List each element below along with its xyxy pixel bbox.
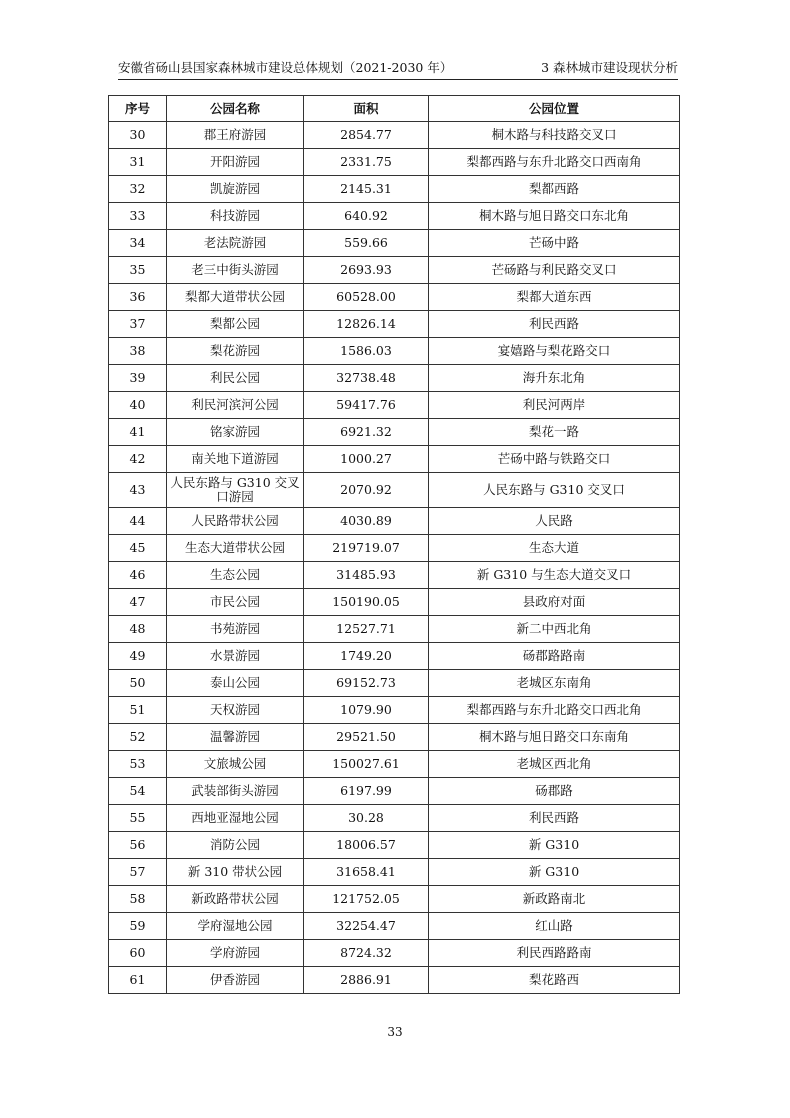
table-row — [109, 805, 680, 832]
cell-number: 41 — [109, 419, 167, 446]
cell-park-name: 郡王府游园 — [167, 122, 304, 149]
cell-area: 1586.03 — [304, 338, 429, 365]
cell-park-name: 水景游园 — [167, 643, 304, 670]
cell-area: 29521.50 — [304, 724, 429, 751]
cell-number: 40 — [109, 392, 167, 419]
table-header-row — [109, 96, 680, 122]
cell-area: 150190.05 — [304, 589, 429, 616]
cell-park-name: 温馨游园 — [167, 724, 304, 751]
column-header-park-name: 公园名称 — [167, 96, 304, 122]
cell-number: 31 — [109, 149, 167, 176]
cell-park-name: 科技游园 — [167, 203, 304, 230]
cell-area: 1079.90 — [304, 697, 429, 724]
cell-park-name: 文旅城公园 — [167, 751, 304, 778]
cell-park-name: 南关地下道游园 — [167, 446, 304, 473]
cell-park-name: 市民公园 — [167, 589, 304, 616]
cell-location: 砀郡路路南 — [429, 643, 680, 670]
cell-number: 60 — [109, 940, 167, 967]
cell-number: 58 — [109, 886, 167, 913]
cell-area: 1749.20 — [304, 643, 429, 670]
cell-location: 新 G310 与生态大道交叉口 — [429, 562, 680, 589]
table-row — [109, 670, 680, 697]
cell-park-name: 铭家游园 — [167, 419, 304, 446]
cell-location: 芒砀中路与铁路交口 — [429, 446, 680, 473]
cell-area: 59417.76 — [304, 392, 429, 419]
table-row — [109, 832, 680, 859]
cell-park-name: 梨都大道带状公园 — [167, 284, 304, 311]
cell-location: 县政府对面 — [429, 589, 680, 616]
cell-park-name: 开阳游园 — [167, 149, 304, 176]
table-row — [109, 122, 680, 149]
cell-park-name: 学府游园 — [167, 940, 304, 967]
cell-number: 39 — [109, 365, 167, 392]
cell-location: 桐木路与旭日路交口东南角 — [429, 724, 680, 751]
cell-number: 45 — [109, 535, 167, 562]
table-row — [109, 419, 680, 446]
cell-park-name: 天权游园 — [167, 697, 304, 724]
table-row — [109, 616, 680, 643]
cell-location: 利民西路 — [429, 805, 680, 832]
cell-location: 新 G310 — [429, 859, 680, 886]
cell-location: 砀郡路 — [429, 778, 680, 805]
cell-location: 梨都大道东西 — [429, 284, 680, 311]
cell-area: 18006.57 — [304, 832, 429, 859]
column-header-area: 面积 — [304, 96, 429, 122]
cell-area: 219719.07 — [304, 535, 429, 562]
cell-park-name: 学府湿地公园 — [167, 913, 304, 940]
table-row — [109, 886, 680, 913]
cell-number: 48 — [109, 616, 167, 643]
table-row — [109, 473, 680, 508]
cell-park-name: 梨都公园 — [167, 311, 304, 338]
cell-location: 老城区东南角 — [429, 670, 680, 697]
table-row — [109, 446, 680, 473]
cell-location: 生态大道 — [429, 535, 680, 562]
cell-location: 人民东路与 G310 交叉口 — [429, 473, 680, 508]
cell-park-name: 泰山公园 — [167, 670, 304, 697]
cell-area: 2070.92 — [304, 473, 429, 508]
cell-area: 31485.93 — [304, 562, 429, 589]
cell-park-name: 生态公园 — [167, 562, 304, 589]
cell-park-name: 老三中街头游园 — [167, 257, 304, 284]
table-row — [109, 967, 680, 994]
cell-number: 51 — [109, 697, 167, 724]
cell-location: 利民西路 — [429, 311, 680, 338]
cell-location: 宴嬉路与梨花路交口 — [429, 338, 680, 365]
table-row — [109, 392, 680, 419]
cell-location: 新 G310 — [429, 832, 680, 859]
cell-location: 梨都西路 — [429, 176, 680, 203]
table-row — [109, 149, 680, 176]
cell-park-name: 生态大道带状公园 — [167, 535, 304, 562]
cell-area: 640.92 — [304, 203, 429, 230]
column-header-number: 序号 — [109, 96, 167, 122]
cell-number: 38 — [109, 338, 167, 365]
table-row — [109, 284, 680, 311]
cell-location: 利民河两岸 — [429, 392, 680, 419]
cell-number: 43 — [109, 473, 167, 508]
cell-park-name: 利民公园 — [167, 365, 304, 392]
cell-park-name: 消防公园 — [167, 832, 304, 859]
cell-park-name: 武装部街头游园 — [167, 778, 304, 805]
table-row — [109, 365, 680, 392]
cell-number: 34 — [109, 230, 167, 257]
cell-area: 30.28 — [304, 805, 429, 832]
cell-number: 57 — [109, 859, 167, 886]
table-row — [109, 643, 680, 670]
cell-number: 30 — [109, 122, 167, 149]
cell-area: 2854.77 — [304, 122, 429, 149]
cell-park-name: 梨花游园 — [167, 338, 304, 365]
cell-location: 芒砀中路 — [429, 230, 680, 257]
cell-area: 60528.00 — [304, 284, 429, 311]
cell-number: 55 — [109, 805, 167, 832]
table-row — [109, 697, 680, 724]
cell-location: 人民路 — [429, 508, 680, 535]
cell-area: 150027.61 — [304, 751, 429, 778]
cell-number: 61 — [109, 967, 167, 994]
cell-number: 35 — [109, 257, 167, 284]
table-row — [109, 940, 680, 967]
cell-number: 54 — [109, 778, 167, 805]
cell-area: 6921.32 — [304, 419, 429, 446]
cell-park-name: 老法院游园 — [167, 230, 304, 257]
cell-park-name: 利民河滨河公园 — [167, 392, 304, 419]
cell-location: 新二中西北角 — [429, 616, 680, 643]
table-row — [109, 859, 680, 886]
cell-area: 12527.71 — [304, 616, 429, 643]
page-header — [118, 56, 678, 80]
cell-number: 50 — [109, 670, 167, 697]
table-row — [109, 778, 680, 805]
cell-location: 梨花一路 — [429, 419, 680, 446]
cell-location: 梨花路西 — [429, 967, 680, 994]
table-row — [109, 311, 680, 338]
cell-number: 46 — [109, 562, 167, 589]
parks-table — [108, 95, 680, 994]
cell-park-name: 伊香游园 — [167, 967, 304, 994]
cell-location: 桐木路与科技路交叉口 — [429, 122, 680, 149]
cell-location: 老城区西北角 — [429, 751, 680, 778]
cell-area: 1000.27 — [304, 446, 429, 473]
table-body — [109, 122, 680, 994]
cell-area: 2693.93 — [304, 257, 429, 284]
page-number: 33 — [387, 1025, 403, 1039]
cell-area: 12826.14 — [304, 311, 429, 338]
cell-number: 53 — [109, 751, 167, 778]
table-row — [109, 257, 680, 284]
cell-number: 56 — [109, 832, 167, 859]
cell-location: 利民西路路南 — [429, 940, 680, 967]
cell-park-name: 新政路带状公园 — [167, 886, 304, 913]
cell-area: 4030.89 — [304, 508, 429, 535]
cell-location: 红山路 — [429, 913, 680, 940]
cell-area: 559.66 — [304, 230, 429, 257]
table-row — [109, 589, 680, 616]
cell-number: 37 — [109, 311, 167, 338]
table-row — [109, 338, 680, 365]
header-chapter-title: 3 森林城市建设现状分析 — [541, 60, 678, 75]
column-header-location: 公园位置 — [429, 96, 680, 122]
table-row — [109, 913, 680, 940]
table-row — [109, 203, 680, 230]
cell-number: 52 — [109, 724, 167, 751]
cell-area: 32254.47 — [304, 913, 429, 940]
cell-area: 6197.99 — [304, 778, 429, 805]
cell-area: 2331.75 — [304, 149, 429, 176]
table-row — [109, 508, 680, 535]
cell-park-name: 人民路带状公园 — [167, 508, 304, 535]
cell-area: 32738.48 — [304, 365, 429, 392]
cell-location: 新政路南北 — [429, 886, 680, 913]
cell-number: 49 — [109, 643, 167, 670]
cell-park-name: 人民东路与 G310 交叉口游园 — [167, 473, 304, 508]
cell-location: 桐木路与旭日路交口东北角 — [429, 203, 680, 230]
cell-park-name: 书苑游园 — [167, 616, 304, 643]
cell-area: 31658.41 — [304, 859, 429, 886]
cell-number: 42 — [109, 446, 167, 473]
header-document-title: 安徽省砀山县国家森林城市建设总体规划（2021-2030 年） — [118, 60, 453, 75]
cell-number: 33 — [109, 203, 167, 230]
cell-number: 59 — [109, 913, 167, 940]
cell-location: 梨都西路与东升北路交口西北角 — [429, 697, 680, 724]
cell-location: 梨都西路与东升北路交口西南角 — [429, 149, 680, 176]
cell-park-name: 新 310 带状公园 — [167, 859, 304, 886]
cell-area: 2145.31 — [304, 176, 429, 203]
cell-location: 海升东北角 — [429, 365, 680, 392]
table-row — [109, 230, 680, 257]
cell-area: 69152.73 — [304, 670, 429, 697]
cell-number: 36 — [109, 284, 167, 311]
table-row — [109, 562, 680, 589]
cell-park-name: 凯旋游园 — [167, 176, 304, 203]
cell-number: 32 — [109, 176, 167, 203]
cell-number: 47 — [109, 589, 167, 616]
table-header — [109, 96, 680, 122]
cell-area: 8724.32 — [304, 940, 429, 967]
cell-number: 44 — [109, 508, 167, 535]
cell-park-name: 西地亚湿地公园 — [167, 805, 304, 832]
cell-area: 2886.91 — [304, 967, 429, 994]
cell-area: 121752.05 — [304, 886, 429, 913]
table-row — [109, 724, 680, 751]
table-row — [109, 176, 680, 203]
table-row — [109, 751, 680, 778]
cell-location: 芒砀路与利民路交叉口 — [429, 257, 680, 284]
table-row — [109, 535, 680, 562]
